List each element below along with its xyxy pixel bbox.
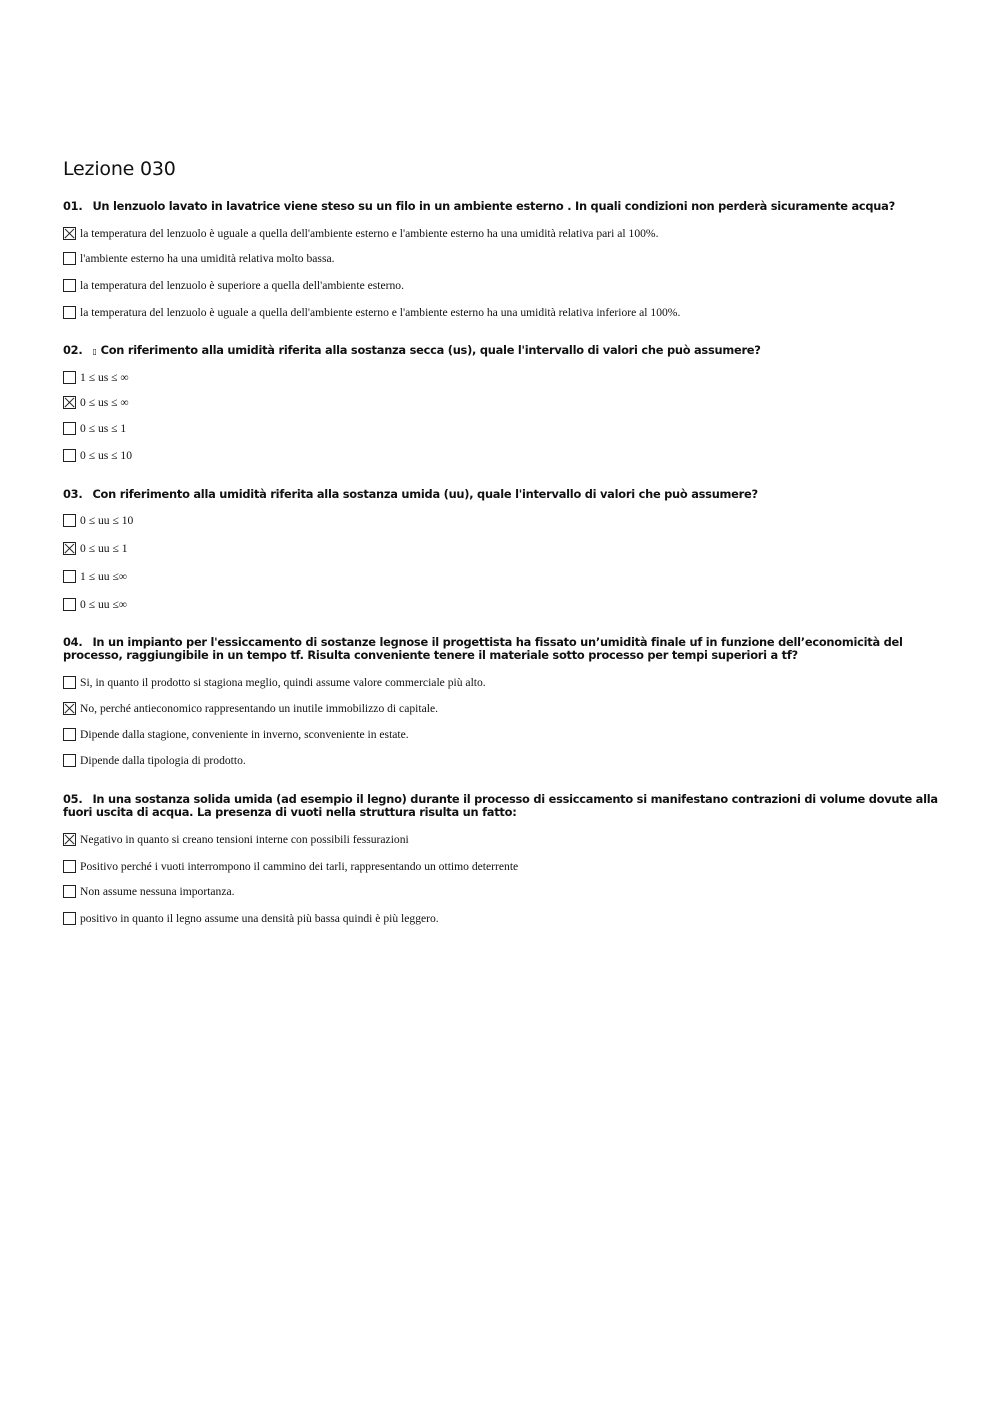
checkbox[interactable]: [63, 676, 76, 689]
question-number: 01.: [63, 199, 83, 213]
answer-option[interactable]: [63, 568, 127, 584]
answer-text: la temperatura del lenzuolo è uguale a quella dell'ambiente esterno e l'ambiente esterno ha una umidità relativa pari al 100%.: [80, 226, 659, 240]
answer-option[interactable]: [63, 540, 128, 556]
checkbox[interactable]: [63, 306, 76, 319]
checkbox[interactable]: [63, 754, 76, 767]
question-text: In un impianto per l'essiccamento di sostanze legnose il progettista ha fissato un’umidità finale uf in funzione dell’economicità del processo, raggiungibile in un tempo tf. Risulta conveniente tenere il materiale sotto processo per tempi superiori a tf?: [63, 635, 903, 662]
answer-option[interactable]: [63, 369, 129, 385]
answer-option[interactable]: [63, 910, 439, 926]
answer-text: Negativo in quanto si creano tensioni interne con possibili fessurazioni: [80, 832, 409, 846]
answer-option[interactable]: [63, 250, 335, 266]
question-number: 05.: [63, 792, 83, 806]
question-text: Un lenzuolo lavato in lavatrice viene steso su un filo in un ambiente esterno . In quali condizioni non perderà sicuramente acqua?: [92, 199, 895, 213]
question-text: In una sostanza solida umida (ad esempio il legno) durante il processo di essiccamento si manifestano contrazioni di volume dovute alla fuori uscita di acqua. La presenza di vuoti nella struttura risulta un fatto:: [63, 792, 938, 819]
answer-text: 0 ≤ us ≤ ∞: [80, 395, 129, 409]
question-04: [63, 636, 943, 662]
answer-text: Non assume nessuna importanza.: [80, 884, 235, 898]
checkbox-checked[interactable]: [63, 702, 76, 715]
answer-text: 1 ≤ uu ≤∞: [80, 569, 128, 583]
question-05: [63, 793, 943, 819]
checkbox[interactable]: [63, 598, 76, 611]
answer-text: Dipende dalla stagione, conveniente in inverno, sconveniente in estate.: [80, 727, 409, 741]
answer-text: la temperatura del lenzuolo è uguale a quella dell'ambiente esterno e l'ambiente esterno ha una umidità relativa inferiore al 100%.: [80, 305, 681, 319]
answer-option[interactable]: [63, 225, 658, 241]
answer-option[interactable]: [63, 394, 129, 410]
answer-text: 0 ≤ uu ≤ 10: [80, 513, 134, 527]
question-number: 02.: [63, 343, 83, 357]
answer-option[interactable]: [63, 596, 127, 612]
answer-option[interactable]: [63, 883, 235, 899]
answer-text: 0 ≤ us ≤ 10: [80, 448, 133, 462]
answer-option[interactable]: [63, 512, 133, 528]
question-text: Con riferimento alla umidità riferita alla sostanza umida (uu), quale l'intervallo di valori che può assumere?: [92, 487, 758, 501]
checkbox-checked[interactable]: [63, 227, 76, 240]
answer-option[interactable]: [63, 831, 409, 847]
checkbox[interactable]: [63, 860, 76, 873]
checkbox[interactable]: [63, 728, 76, 741]
answer-option[interactable]: [63, 304, 680, 320]
question-02: [63, 344, 943, 358]
answer-option[interactable]: [63, 858, 518, 874]
checkbox[interactable]: [63, 885, 76, 898]
page-title: Lezione 030: [63, 158, 176, 180]
answer-option[interactable]: [63, 447, 132, 463]
checkbox[interactable]: [63, 422, 76, 435]
checkbox-checked[interactable]: [63, 396, 76, 409]
checkbox[interactable]: [63, 570, 76, 583]
question-03: [63, 488, 943, 501]
answer-option[interactable]: [63, 277, 404, 293]
checkbox[interactable]: [63, 279, 76, 292]
answer-option[interactable]: [63, 752, 246, 768]
checkbox-checked[interactable]: [63, 542, 76, 555]
checkbox[interactable]: [63, 912, 76, 925]
question-text: Con riferimento alla umidità riferita alla sostanza secca (us), quale l'intervallo di valori che può assumere?: [100, 343, 761, 357]
answer-text: 0 ≤ uu ≤ 1: [80, 541, 128, 555]
missing-glyph-icon: ▯: [92, 347, 97, 356]
answer-text: 0 ≤ us ≤ 1: [80, 421, 127, 435]
answer-option[interactable]: [63, 674, 486, 690]
checkbox-checked[interactable]: [63, 833, 76, 846]
answer-text: l'ambiente esterno ha una umidità relativa molto bassa.: [80, 251, 335, 265]
answer-text: la temperatura del lenzuolo è superiore a quella dell'ambiente esterno.: [80, 278, 404, 292]
answer-option[interactable]: [63, 700, 438, 716]
answer-text: Si, in quanto il prodotto si stagiona meglio, quindi assume valore commerciale più alto.: [80, 675, 486, 689]
answer-text: 1 ≤ us ≤ ∞: [80, 370, 129, 384]
question-number: 03.: [63, 487, 83, 501]
checkbox[interactable]: [63, 514, 76, 527]
question-01: [63, 200, 943, 213]
checkbox[interactable]: [63, 449, 76, 462]
answer-text: 0 ≤ uu ≤∞: [80, 597, 128, 611]
checkbox[interactable]: [63, 252, 76, 265]
answer-text: Positivo perché i vuoti interrompono il cammino dei tarli, rappresentando un ottimo deterrente: [80, 859, 519, 873]
answer-text: positivo in quanto il legno assume una densità più bassa quindi è più leggero.: [80, 911, 439, 925]
answer-text: Dipende dalla tipologia di prodotto.: [80, 753, 246, 767]
answer-option[interactable]: [63, 726, 409, 742]
answer-option[interactable]: [63, 420, 126, 436]
question-number: 04.: [63, 635, 83, 649]
checkbox[interactable]: [63, 371, 76, 384]
answer-text: No, perché antieconomico rappresentando un inutile immobilizzo di capitale.: [80, 701, 438, 715]
